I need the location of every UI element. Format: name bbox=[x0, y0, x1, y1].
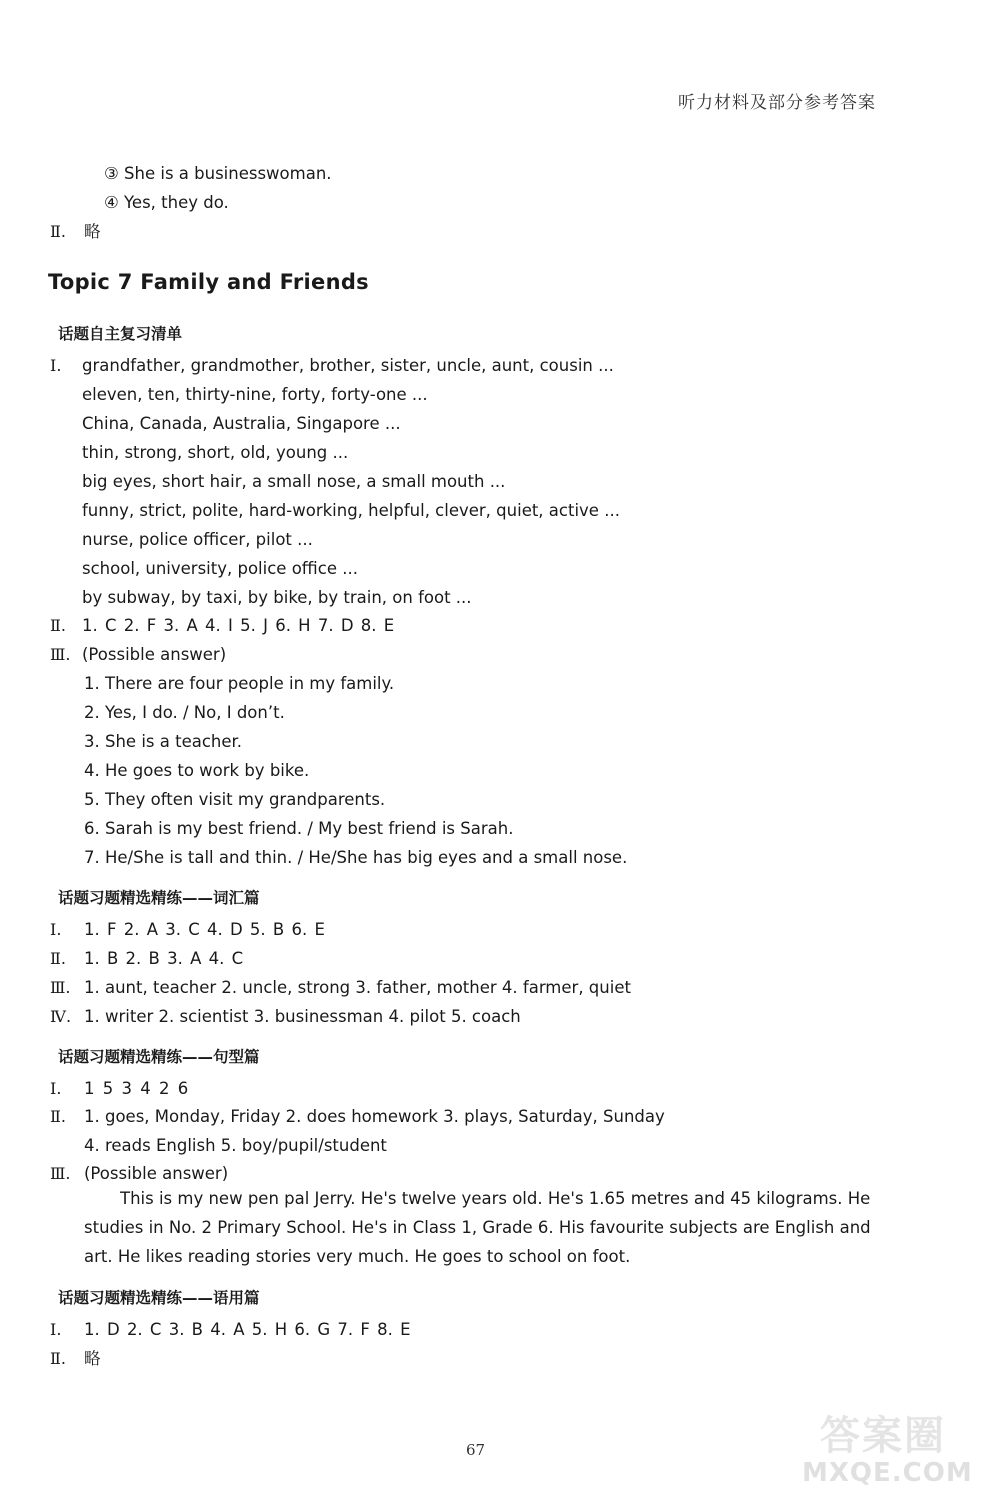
roman-label: Ⅲ. bbox=[50, 1164, 71, 1183]
answer-text: 1. D 2. C 3. B 4. A 5. H 6. G 7. F 8. E bbox=[84, 1320, 411, 1339]
watermark-logo: 答案圈 bbox=[820, 1413, 946, 1459]
list-item: 5. They often visit my grandparents. bbox=[84, 790, 386, 809]
list-item: nurse, police officer, pilot ... bbox=[82, 530, 313, 549]
roman-label: Ⅱ. bbox=[50, 949, 66, 968]
roman-label: Ⅰ. bbox=[50, 1079, 62, 1098]
answer-text: 略 bbox=[84, 1349, 101, 1368]
list-item: grandfather, grandmother, brother, sister, uncle, aunt, cousin ... bbox=[82, 356, 614, 375]
roman-label: Ⅰ. bbox=[50, 356, 62, 375]
answer-text: 1. B 2. B 3. A 4. C bbox=[84, 949, 244, 968]
answer-text: 1. aunt, teacher 2. uncle, strong 3. father, mother 4. farmer, quiet bbox=[84, 978, 631, 997]
roman-label: Ⅱ. bbox=[50, 1349, 66, 1368]
section-heading: 话题习题精选精练——词汇篇 bbox=[58, 889, 260, 907]
list-item: 6. Sarah is my best friend. / My best friend is Sarah. bbox=[84, 819, 514, 838]
roman-label: Ⅱ. bbox=[50, 1107, 66, 1126]
list-item: 3. She is a teacher. bbox=[84, 732, 243, 751]
list-item: thin, strong, short, old, young ... bbox=[82, 443, 349, 462]
roman-label: Ⅲ. bbox=[50, 645, 71, 664]
list-item: 4. He goes to work by bike. bbox=[84, 761, 310, 780]
answer-text: (Possible answer) bbox=[82, 645, 227, 664]
answer-line: ③ She is a businesswoman. bbox=[104, 164, 332, 183]
answer-line: ④ Yes, they do. bbox=[104, 193, 229, 212]
answer-text: 1. goes, Monday, Friday 2. does homework 3. plays, Saturday, Sunday bbox=[84, 1107, 665, 1126]
list-item: China, Canada, Australia, Singapore ... bbox=[82, 414, 401, 433]
sample-paragraph: This is my new pen pal Jerry. He's twelve years old. He's 1.65 metres and 45 kilograms. He studies in No. 2 Primary School. He's in Class 1, Grade 6. His favourite subjects are English and art. He likes reading stories very much. He goes to school on foot. bbox=[84, 1189, 871, 1266]
list-item: by subway, by taxi, by bike, by train, on foot ... bbox=[82, 588, 472, 607]
list-item: 1. There are four people in my family. bbox=[84, 674, 395, 693]
roman-label: Ⅳ. bbox=[50, 1007, 72, 1026]
answer-text: 略 bbox=[84, 222, 101, 241]
answer-text: 1. writer 2. scientist 3. businessman 4. pilot 5. coach bbox=[84, 1007, 521, 1026]
section-heading: 话题习题精选精练——语用篇 bbox=[58, 1289, 260, 1307]
page-number: 67 bbox=[466, 1441, 486, 1459]
topic-title: Topic 7 Family and Friends bbox=[48, 270, 369, 294]
answer-text: 1 5 3 4 2 6 bbox=[84, 1079, 189, 1098]
answer-text: 1. F 2. A 3. C 4. D 5. B 6. E bbox=[84, 920, 325, 939]
answer-text: 4. reads English 5. boy/pupil/student bbox=[84, 1136, 387, 1155]
watermark-url: MXQE.COM bbox=[802, 1458, 973, 1488]
answer-text: (Possible answer) bbox=[84, 1164, 229, 1183]
section-heading: 话题习题精选精练——句型篇 bbox=[58, 1048, 260, 1066]
roman-label: Ⅰ. bbox=[50, 1320, 62, 1339]
roman-label: Ⅱ. bbox=[50, 222, 66, 241]
roman-label: Ⅲ. bbox=[50, 978, 71, 997]
list-item: funny, strict, polite, hard-working, helpful, clever, quiet, active ... bbox=[82, 501, 620, 520]
list-item: 2. Yes, I do. / No, I don’t. bbox=[84, 703, 285, 722]
roman-label: Ⅰ. bbox=[50, 920, 62, 939]
list-item: eleven, ten, thirty-nine, forty, forty-one ... bbox=[82, 385, 428, 404]
list-item: big eyes, short hair, a small nose, a small mouth ... bbox=[82, 472, 506, 491]
running-header: 听力材料及部分参考答案 bbox=[678, 93, 876, 113]
roman-label: Ⅱ. bbox=[50, 616, 66, 635]
answer-text: 1. C 2. F 3. A 4. I 5. J 6. H 7. D 8. E bbox=[82, 616, 395, 635]
section-heading: 话题自主复习清单 bbox=[58, 325, 183, 343]
list-item: 7. He/She is tall and thin. / He/She has big eyes and a small nose. bbox=[84, 848, 628, 867]
list-item: school, university, police office ... bbox=[82, 559, 358, 578]
